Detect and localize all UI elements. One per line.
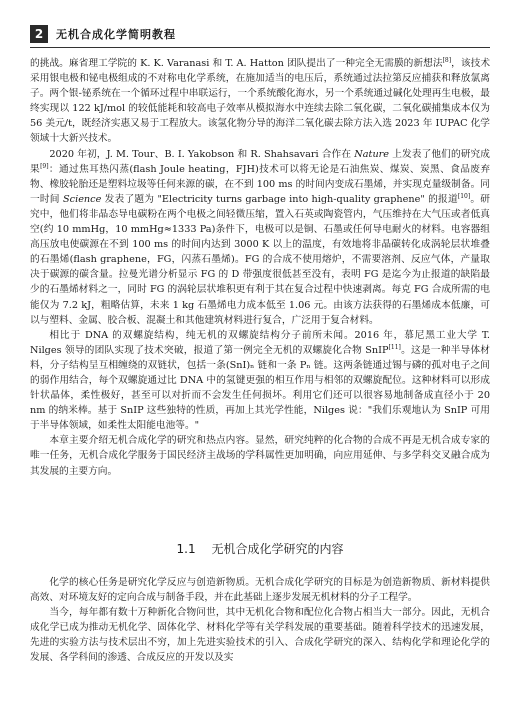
paragraph	[30, 605, 490, 665]
citation: [10]	[457, 192, 471, 200]
paragraph	[30, 328, 490, 434]
header-rule	[30, 47, 490, 48]
body-text-section	[30, 575, 490, 666]
text-run: 2020 年初，J. M. Tour、B. I. Yakobson 和 R. Shahsavari 合作在	[49, 148, 355, 160]
section-number: 1.1	[176, 542, 196, 556]
text-run: 。研究中，他们将非晶态导电碳粉在两个电极之间轻微压缩，置入石英或陶瓷管内，气压维持在大气压或者低真空(约 10 mmHg，10 mmHg≈1333 Pa)条件下，电极可以是铜、石墨或任何导电耐火的材料。电容器组高压放电使碳源在不到 100 ms 的时间内达到 3000 K 以上的温度，有效地将非晶碳转化成涡轮层状堆叠的石墨烯(flash graphene，FG，闪蒸石墨烯)。FG 的合成不使用熔炉，不需要溶剂、反应气体，产量取决于碳源的碳含量。拉曼光谱分析显示 FG 的 D 带强度很低甚至没有，表明 FG 是迄今为止报道的缺陷最少的石墨烯材料之一，同时 FG 的涡轮层状堆积更有利于其在复合过程中快速剥离。每克 FG 合成所需的电能仅为 7.2 kJ，粗略估算，未来 1 kg 石墨烯电力成本低至 1.06 元。由该方法获得的石墨烯成本低廉，可以与塑料、金属、胶合板、混凝土和其他建筑材料进行复合，广泛用于复合材料。	[30, 193, 490, 326]
page-number: 2	[30, 25, 48, 43]
paragraph	[30, 147, 490, 328]
text-run: 发表了题为 "Electricity turns garbage into high-quality graphene" 的报道	[101, 193, 458, 205]
paragraph	[30, 56, 490, 147]
text-run: ，该技术采用银电极和铋电极组成的不对称电化学系统，在施加适当的电压后，系统通过法拉第反应捕获和释放氯离子。两个银-铋系统在一个循环过程中串联运行，一个系统酸化海水，另一个系统通过碱化处理再生电极，最终实现以 122 kJ/mol 的较低能耗和较高电子效率从模拟海水中连续去除二氧化碳，二氧化碳捕集成本仅为 56 美元/t，既经济实惠又易于工程放大。该氢化物分导的海洋二氧化碳去除方法入选 2023 年 IUPAC 化学领域十大新兴技术。	[30, 58, 491, 145]
text-run: 相比于 DNA 的双螺旋结构，纯无机的双螺旋结构分子前所未闻。2016 年，慕尼黑工业大学 T. Nilges 领导的团队实现了技术突破，报道了第一例完全无机的双螺旋化合物 SnIP	[30, 329, 490, 356]
body-text	[30, 56, 490, 479]
book-title: 无机合成化学简明教程	[56, 28, 176, 41]
section-heading	[30, 540, 490, 560]
text-run: 当今，每年都有数十万种新化合物问世，其中无机化合物和配位化合物占相当大一部分。因此，无机合成化学已成为推动无机化学、固体化学、材料化学等有关学科发展的重要基础。随着科学技术的迅速发展，先进的实验方法与技术层出不穷，加上先进实验技术的引入、合成化学研究的深入、结构化学和理论化学的发展、各学科间的渗透、合成反应的开发以及实	[30, 607, 490, 664]
text-run: ：通过焦耳热闪蒸(flash Joule heating，FJH)技术可以将无论是石油焦炭、煤炭、炭黑、食品废弃物、橡胶轮胎还是塑料垃圾等任何来源的碳，在不到 100 ms 的时间内变成石墨烯，并实现克量级制备。同一时间	[30, 163, 491, 205]
text-run: 上发表了他们的研究成果	[30, 148, 490, 175]
citation: [8]	[442, 56, 452, 64]
paragraph	[30, 433, 490, 478]
paragraph	[30, 575, 490, 605]
citation: [11]	[388, 343, 401, 351]
citation: [9]	[40, 162, 49, 170]
running-header	[30, 22, 490, 46]
section-title: 无机合成化学研究的内容	[211, 542, 344, 556]
journal-name: Nature	[354, 148, 390, 160]
text-run: 的挑战。麻省理工学院的 K. K. Varanasi 和 T. A. Hatton 团队提出了一种完全无需膜的新想法	[30, 58, 443, 69]
journal-name: Science	[63, 193, 102, 205]
text-run: 化学的核心任务是研究化学反应与创造新物质。无机合成化学研究的目标是为创造新物质、新材料提供高效、对环境友好的定向合成与制备手段，并在此基础上逐步发展无机材料的分子工程学。	[30, 577, 490, 604]
text-run: 本章主要介绍无机合成化学的研究和热点内容。显然，研究纯粹的化合物的合成不再是无机合成专家的唯一任务，无机合成化学服务于国民经济主战场的学科属性更加明确，向应用延伸、与多学科交叉融合成为其发展的主要方向。	[30, 435, 490, 477]
text-run: 。这是一种半导体材料，分子结构呈互相缠绕的双链状，包括一条(SnI)ₙ 链和一条 Pₙ 链。这两条链通过锡与磷的孤对电子之间的弱作用结合，每个双螺旋通过比 DNA 中的氢键更强的相互作用与相邻的双螺旋配位。这种材料可以形成针状晶体，柔性极好，甚至可以对折而不会发生任何损坏。利用它们还可以很容易地制备成直径小于 20 nm 的纳米棒。基于 SnIP 这些独特的性质，再加上其光学性能，Nilges 说："我们乐观地认为 SnIP 可用于半导体领域，如柔性太阳能电池等。"	[30, 344, 490, 432]
